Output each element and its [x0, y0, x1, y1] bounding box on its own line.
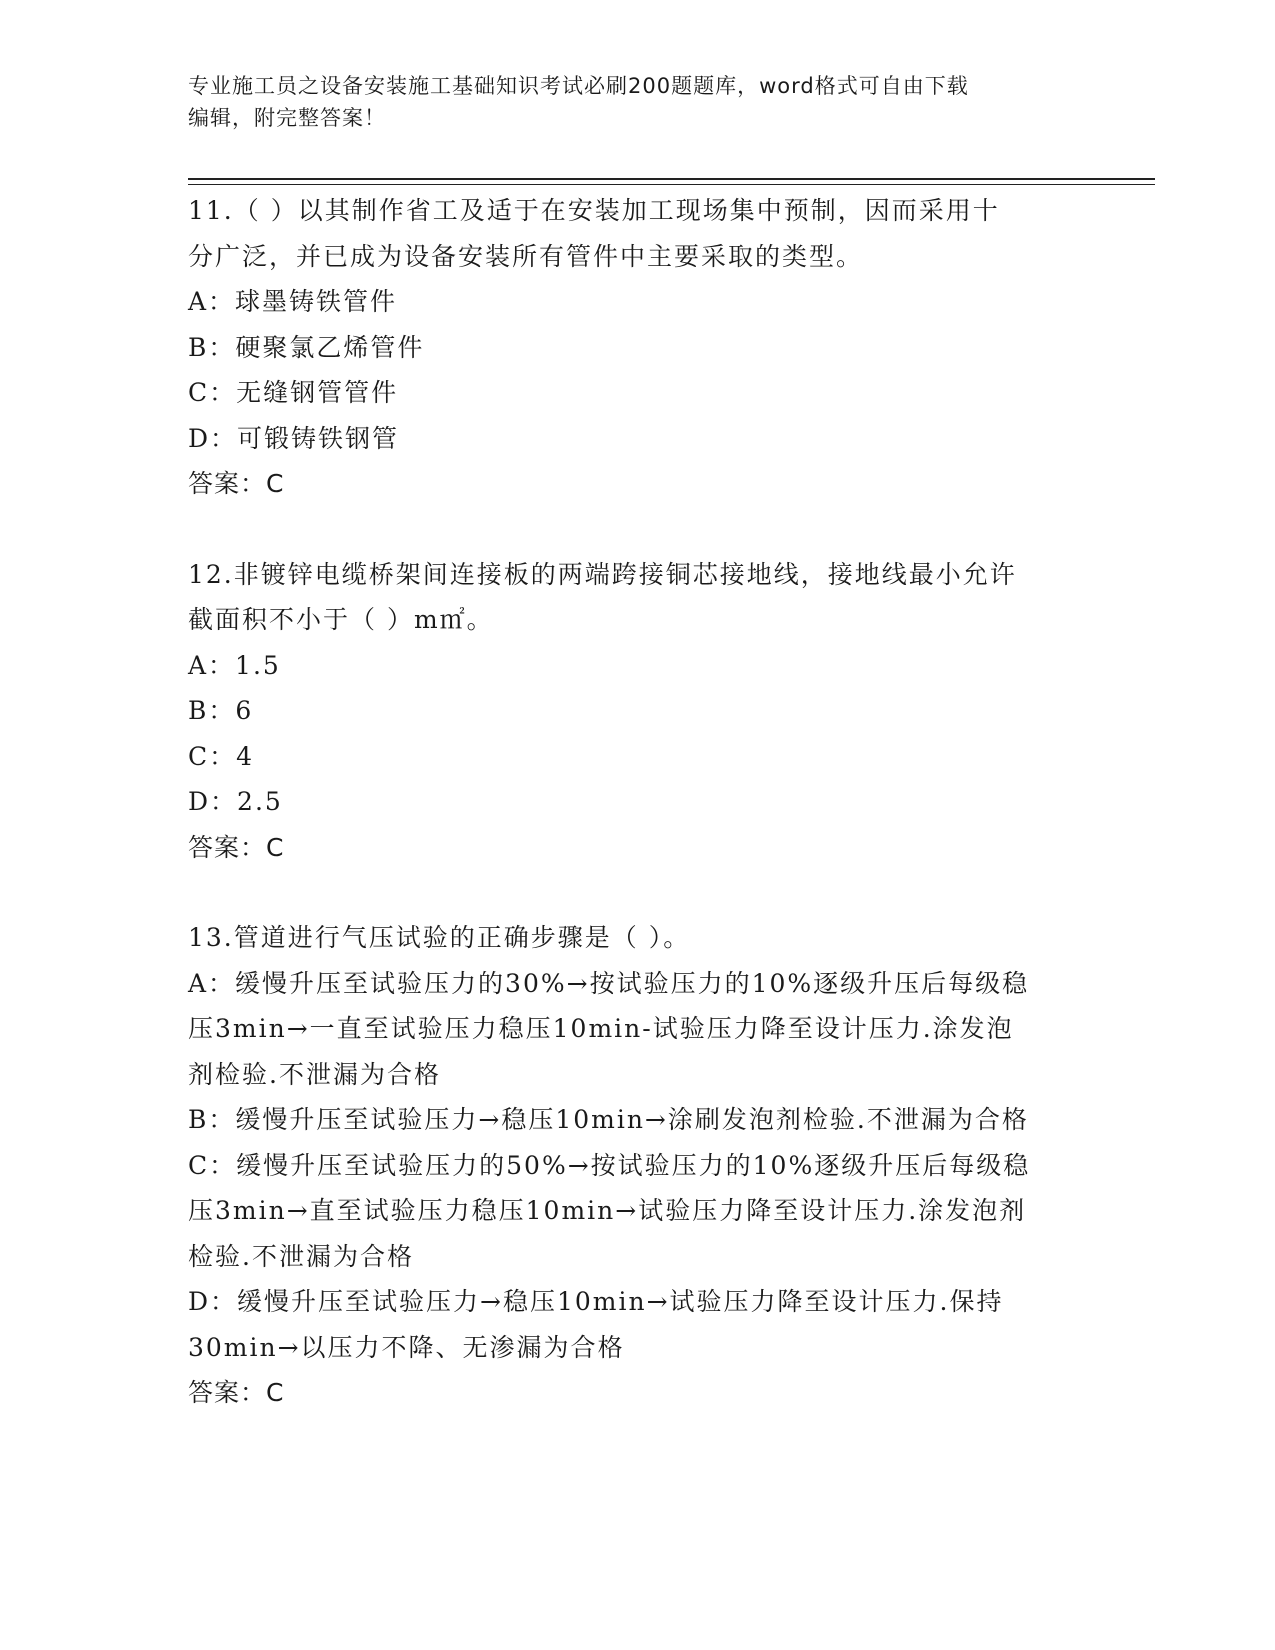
- question-stem-line: 11.（ ）以其制作省工及适于在安装加工现场集中预制，因而采用十: [188, 196, 1000, 225]
- option-a-line-3: 剂检验.不泄漏为合格: [188, 1059, 441, 1089]
- option-a-line-2: 压3min→一直至试验压力稳压10min-试验压力降至设计压力.涂发泡: [188, 1014, 1014, 1043]
- question-13: [188, 915, 1088, 1416]
- header-title-line-2: 编辑，附完整答案！: [188, 106, 386, 130]
- header-title-line-1: 专业施工员之设备安装施工基础知识考试必刷200题题库，word格式可自由下载: [188, 74, 969, 98]
- question-list: [188, 188, 1088, 1416]
- option-a: A：球墨铸铁管件: [188, 287, 398, 316]
- option-c: C：4: [188, 741, 255, 771]
- question-stem-line: 12.非镀锌电缆桥架间连接板的两端跨接铜芯接地线，接地线最小允许: [188, 559, 1017, 589]
- question-12: [188, 552, 1088, 871]
- answer-line: 答案：C: [188, 1378, 285, 1407]
- answer-line: 答案：C: [188, 469, 285, 498]
- question-stem-line: 截面积不小于（ ）m㎡。: [188, 605, 494, 634]
- option-b: B：硬聚氯乙烯管件: [188, 332, 425, 362]
- header-divider-thick: [188, 178, 1155, 180]
- option-b: B：6: [188, 696, 254, 725]
- answer-line: 答案：C: [188, 832, 285, 862]
- question-11: [188, 188, 1088, 507]
- document-header: [188, 70, 1068, 134]
- option-c: C：无缝钢管管件: [188, 378, 399, 407]
- option-b-line-1: B：缓慢升压至试验压力→稳压10min→涂刷发泡剂检验.不泄漏为合格: [188, 1105, 1029, 1134]
- option-c-line-1: C：缓慢升压至试验压力的50%→按试验压力的10%逐级升压后每级稳: [188, 1150, 1031, 1180]
- option-d-line-1: D：缓慢升压至试验压力→稳压10min→试验压力降至设计压力.保持: [188, 1287, 1004, 1316]
- option-c-line-2: 压3min→直至试验压力稳压10min→试验压力降至设计压力.涂发泡剂: [188, 1196, 1027, 1225]
- question-stem-line: 13.管道进行气压试验的正确步骤是（ ）。: [188, 923, 691, 952]
- option-d-line-2: 30min→以压力不降、无渗漏为合格: [188, 1332, 625, 1362]
- header-divider-thin: [188, 184, 1155, 185]
- option-a-line-1: A：缓慢升压至试验压力的30%→按试验压力的10%逐级升压后每级稳: [188, 968, 1030, 998]
- option-d: D：2.5: [188, 787, 283, 816]
- question-stem-line: 分广泛，并已成为设备安装所有管件中主要采取的类型。: [188, 241, 864, 271]
- option-a: A：1.5: [188, 650, 281, 680]
- option-d: D：可锻铸铁钢管: [188, 423, 400, 453]
- option-c-line-3: 检验.不泄漏为合格: [188, 1241, 414, 1271]
